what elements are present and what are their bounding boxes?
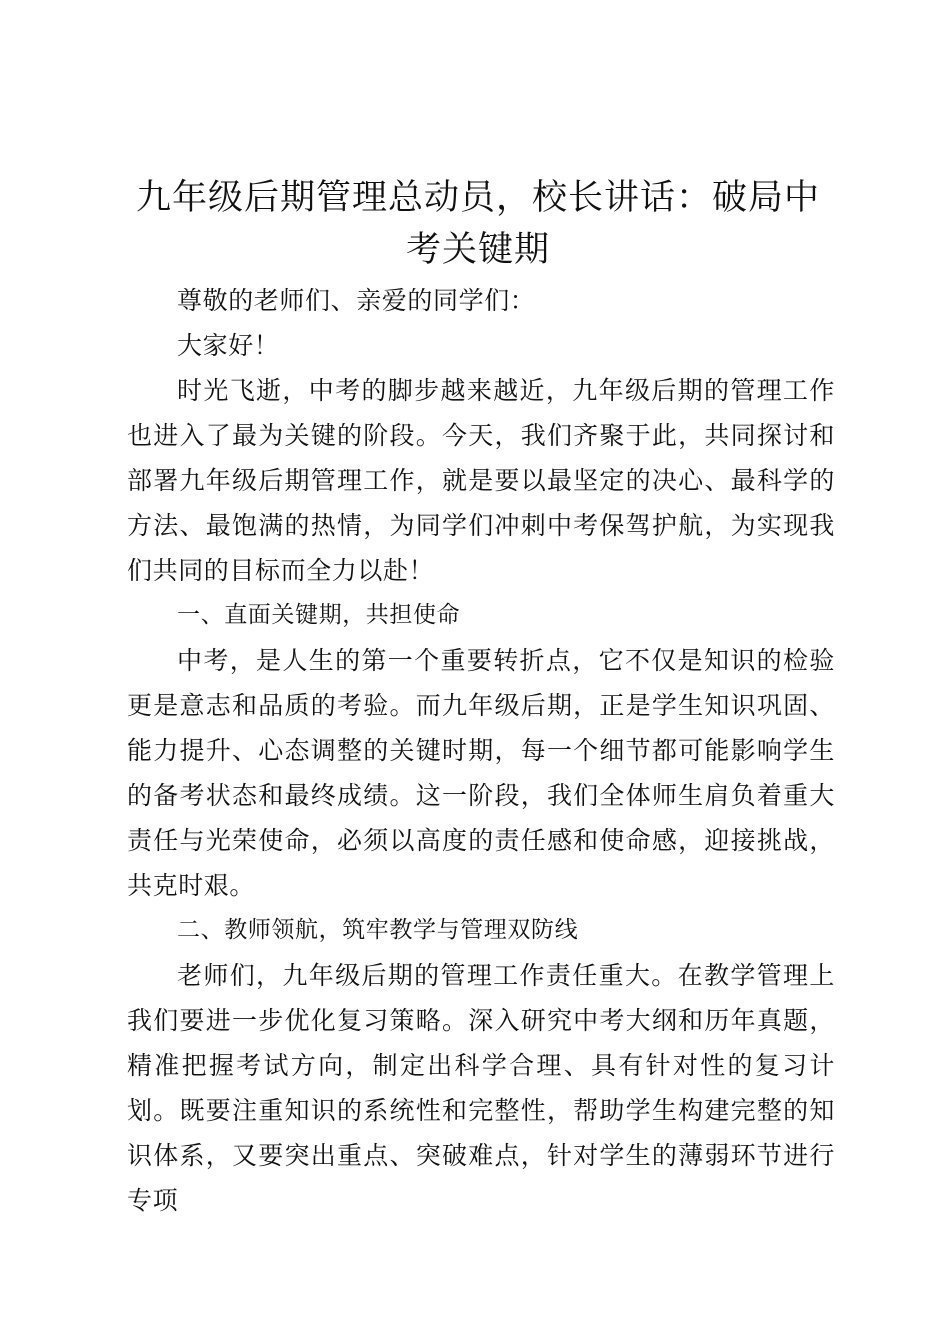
section-1-paragraph: 中考，是人生的第一个重要转折点，它不仅是知识的检验更是意志和品质的考验。而九年级后期，正是学生知识巩固、能力提升、心态调整的关键时期，每一个细节都可能影响学生的备考状态和最终成绩。这一阶段，我们全体师生肩负着重大责任与光荣使命，必须以高度的责任感和使命感，迎接挑战，共克时艰。: [127, 646, 835, 900]
intro-paragraph: 时光飞逝，中考的脚步越来越近，九年级后期的管理工作也进入了最为关键的阶段。今天，我们齐聚于此，共同探讨和部署九年级后期管理工作，就是要以最坚定的决心、最科学的方法、最饱满的热情，为同学们冲刺中考保驾护航，为实现我们共同的目标而全力以赴！: [127, 376, 835, 585]
hello-line: 大家好！: [177, 331, 280, 360]
section-1-heading: 一、直面关键期，共担使命: [177, 602, 461, 628]
greeting-line: 尊敬的老师们、亲爱的同学们：: [177, 286, 536, 315]
section-2-paragraph: 老师们，九年级后期的管理工作责任重大。在教学管理上我们要进一步优化复习策略。深入研究中考大纲和历年真题，精准把握考试方向，制定出科学合理、具有针对性的复习计划。既要注重知识的系统性和完整性，帮助学生构建完整的知识体系，又要突出重点、突破难点，针对学生的薄弱环节进行专项: [127, 961, 835, 1215]
section-2-heading: 二、教师领航，筑牢教学与管理双防线: [177, 917, 579, 943]
document-body: [127, 278, 835, 1223]
document-title: 九年级后期管理总动员，校长讲话：破局中考关键期: [135, 178, 820, 270]
